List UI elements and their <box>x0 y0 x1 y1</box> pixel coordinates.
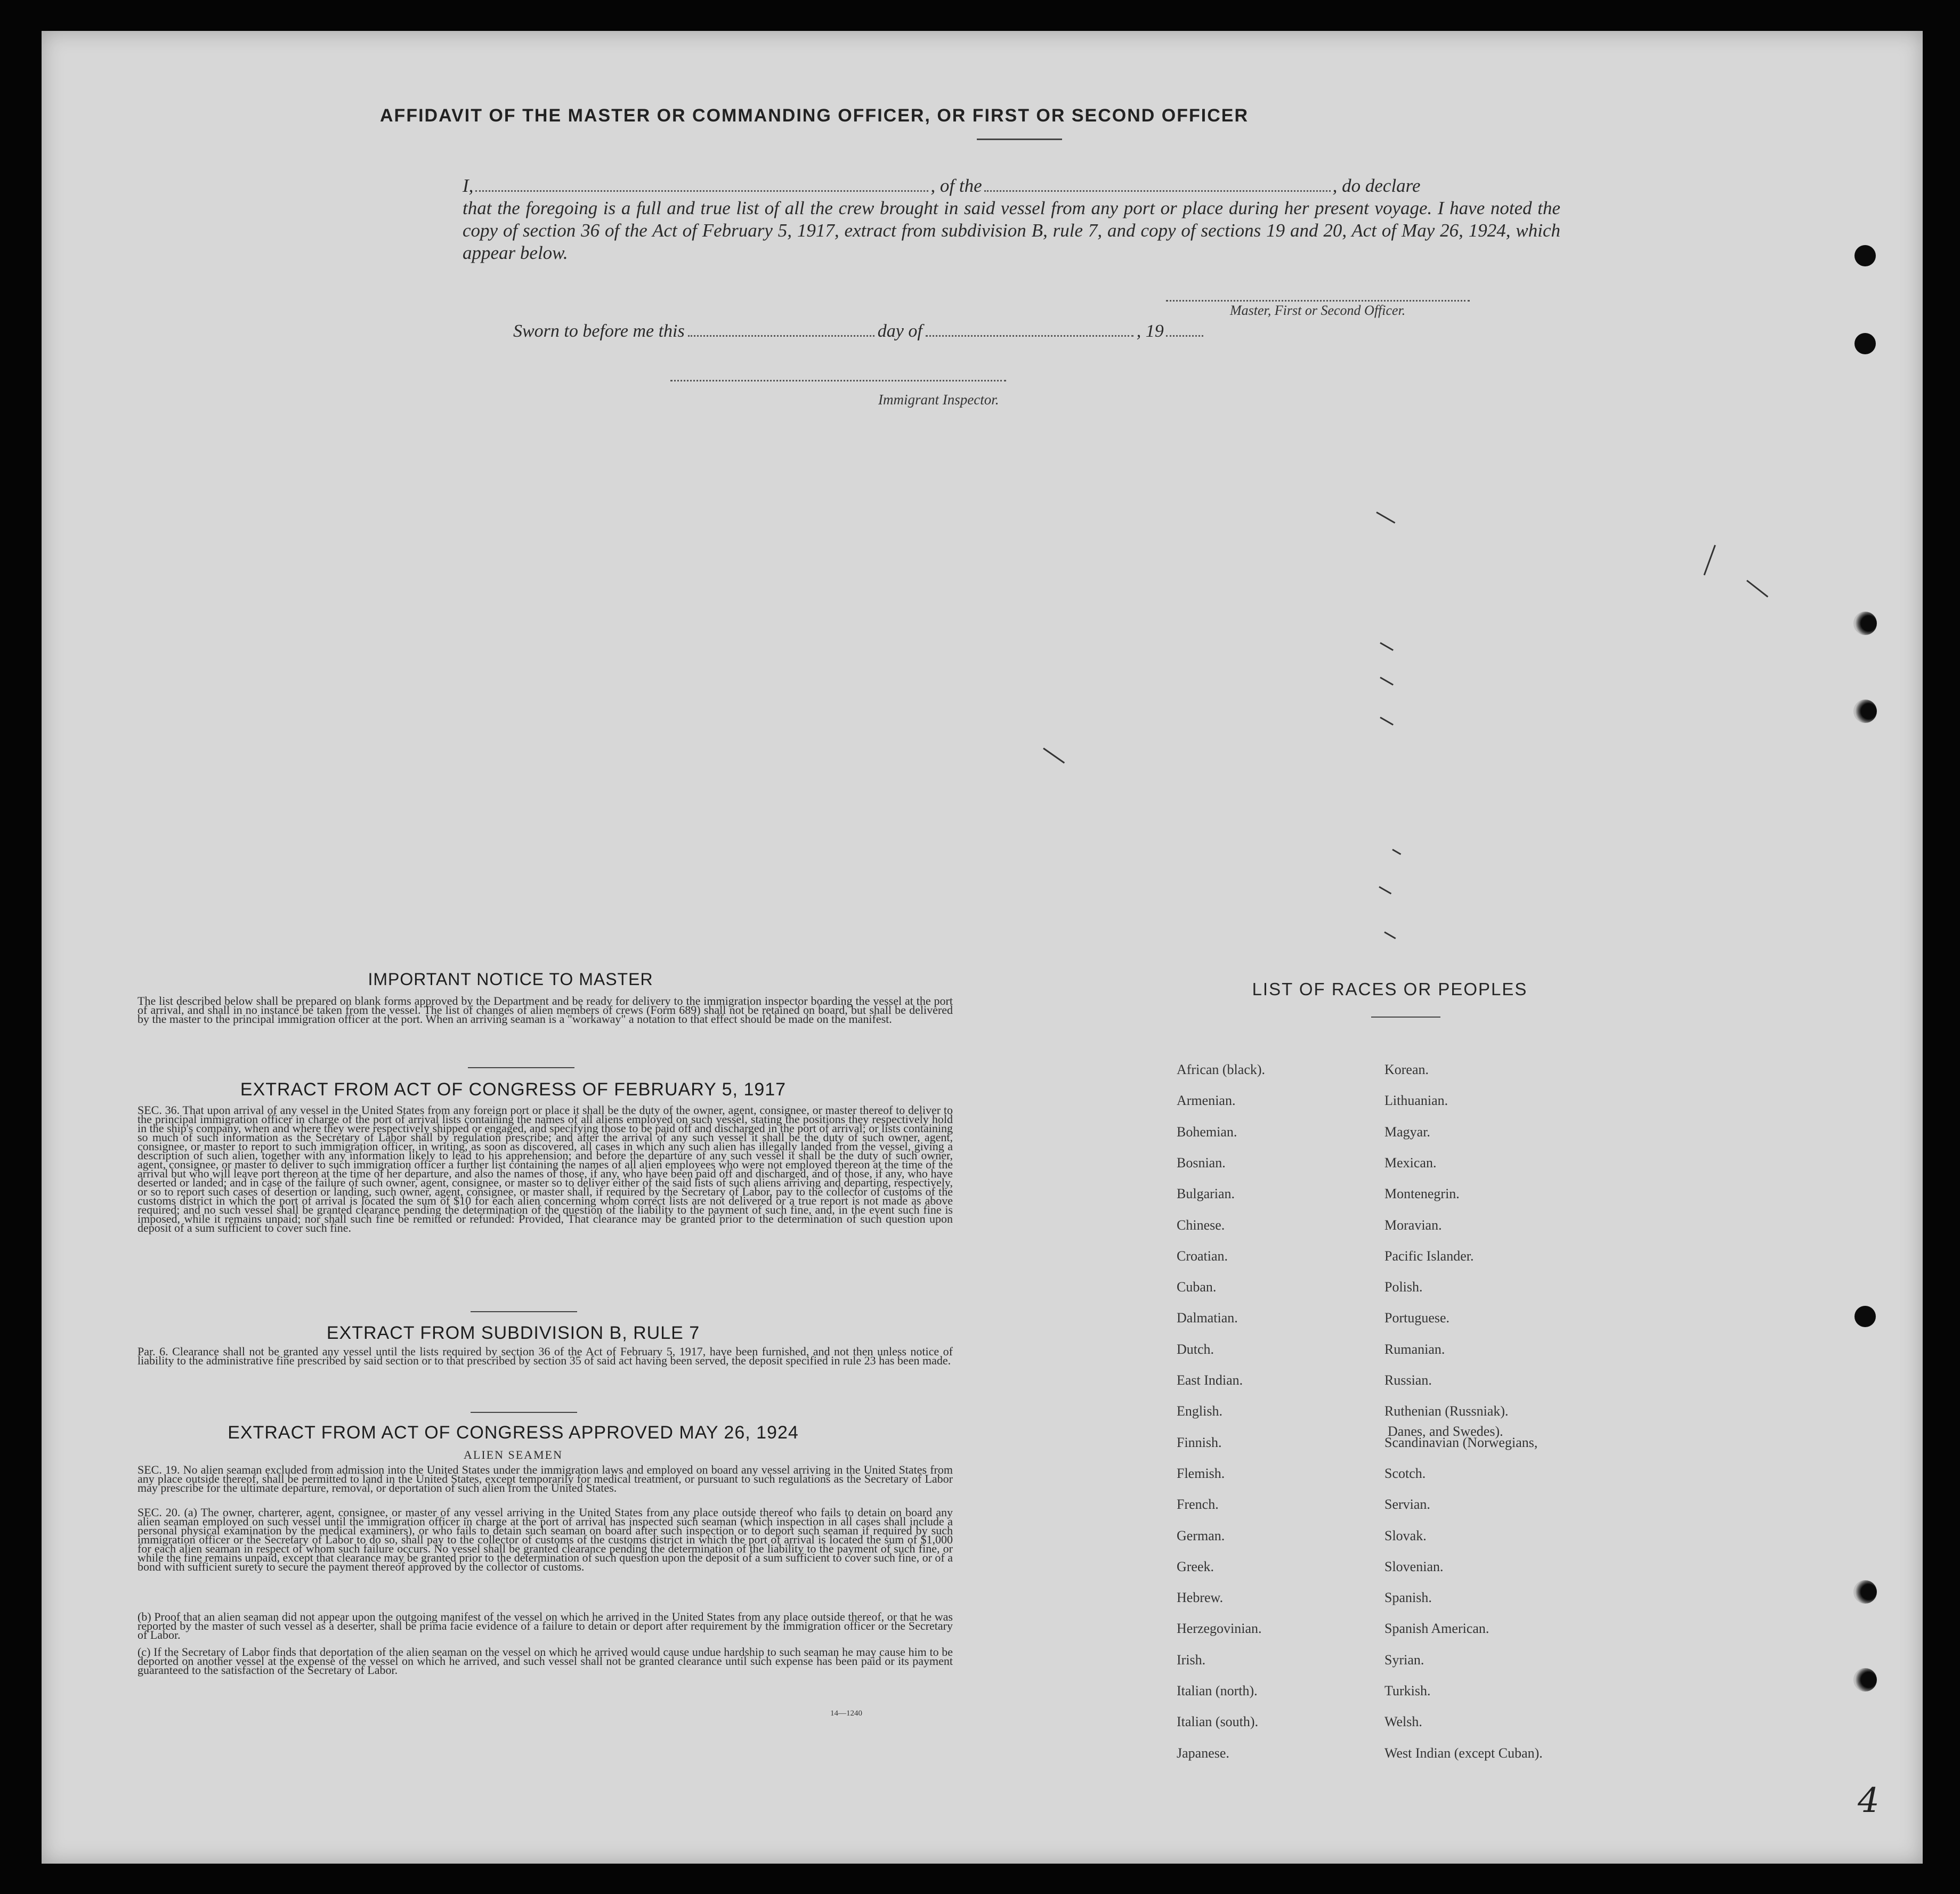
notice-divider <box>468 1067 574 1068</box>
inspector-caption: Immigrant Inspector. <box>878 392 999 408</box>
race-item: French. <box>1177 1497 1219 1512</box>
notice-text: The list described below shall be prepared on blank forms approved by the Department and be ready for delivery to the immigration inspector boarding the vessel at the port of arrival, and shall in no instance be taken from the vessel. The list of changes of alien members of crews (Form 689) shall not be retained on board, but shall be delivered by the master to the principal immigration officer at the port. When an arriving seaman is a "workaway" a notation to that effect should be made on the manifest. <box>137 994 953 1026</box>
inspector-signature-line[interactable] <box>670 380 1006 381</box>
race-item: Irish. <box>1177 1652 1206 1668</box>
extract-rule7-text: Par. 6. Clearance shall not be granted any vessel until the lists required by section 36 of the Act of February 5, 1917, have been furnished, and not then unless notice of liability to the administrative fine prescribed by said section or to that prescribed by section 35 of said act having been served, the deposit specified in rule 23 has been made. <box>137 1345 953 1367</box>
race-item: Dalmatian. <box>1177 1310 1238 1326</box>
sworn-day-of: day of <box>877 321 922 341</box>
scan-mark <box>1704 545 1716 575</box>
race-item: Bosnian. <box>1177 1155 1226 1170</box>
race-item: Italian (north). <box>1177 1683 1258 1698</box>
race-item: Ruthenian (Russniak). <box>1384 1403 1509 1419</box>
race-item: Finnish. <box>1177 1435 1222 1450</box>
punch-hole <box>1854 333 1876 354</box>
race-item: Pacific Islander. <box>1384 1248 1474 1264</box>
race-item: Italian (south). <box>1177 1714 1259 1729</box>
scan-mark <box>1379 886 1391 895</box>
extract-rule7-divider <box>471 1412 577 1413</box>
scan-mark <box>1376 511 1395 524</box>
race-item: Mexican. <box>1384 1155 1437 1170</box>
punch-hole-partial <box>1853 700 1877 723</box>
declarant-i: I, <box>463 175 474 196</box>
race-item: Greek. <box>1177 1559 1214 1574</box>
sworn-month-field[interactable] <box>926 335 1133 337</box>
sworn-line <box>513 321 1286 342</box>
race-item: Portuguese. <box>1384 1310 1450 1326</box>
declarant-name-field[interactable] <box>475 190 928 192</box>
punch-hole-partial <box>1853 1668 1877 1692</box>
race-item: Servian. <box>1384 1497 1430 1512</box>
form-number: 14—1240 <box>830 1709 862 1718</box>
declaration-text <box>463 175 1560 264</box>
sec20c-text: (c) If the Secretary of Labor finds that deportation of the alien seaman on the vessel on which he arrived would cause undue hardship to such seaman he may cause him to be deported on another vessel at the expense of the vessel on which he arrived, and such vessel shall not be granted clearance until such expense has been paid or its payment guaranteed to the satisfaction of the Secretary of Labor. <box>137 1645 953 1677</box>
race-item: Scandinavian (Norwegians, <box>1384 1435 1538 1450</box>
margin-page-number: 4 <box>1858 1781 1880 1820</box>
race-item: Croatian. <box>1177 1248 1228 1264</box>
punch-hole-partial <box>1853 612 1877 635</box>
extract-rule7-title: EXTRACT FROM SUBDIVISION B, RULE 7 <box>326 1323 700 1343</box>
sworn-day-field[interactable] <box>688 335 874 337</box>
of-the-text: , of the <box>930 175 982 196</box>
title-underline <box>977 139 1062 140</box>
race-item: Slovenian. <box>1384 1559 1444 1574</box>
scan-mark <box>1380 717 1394 726</box>
extract-1917-divider <box>471 1311 577 1312</box>
race-item: Polish. <box>1384 1279 1423 1295</box>
punch-hole-partial <box>1853 1580 1877 1604</box>
master-caption: Master, First or Second Officer. <box>1230 303 1406 318</box>
notice-title: IMPORTANT NOTICE TO MASTER <box>368 970 653 989</box>
race-item: Flemish. <box>1177 1466 1225 1481</box>
race-item: Lithuanian. <box>1384 1093 1448 1108</box>
race-item: African (black). <box>1177 1062 1266 1077</box>
extract-1924-title: EXTRACT FROM ACT OF CONGRESS APPROVED MAY 26, 1924 <box>228 1422 799 1443</box>
race-item: Korean. <box>1384 1062 1429 1077</box>
race-item: Japanese. <box>1177 1745 1229 1761</box>
race-item: Herzegovinian. <box>1177 1621 1262 1636</box>
races-title: LIST OF RACES OR PEOPLES <box>1252 979 1528 999</box>
sworn-year-field[interactable] <box>1166 335 1203 337</box>
race-item: Magyar. <box>1384 1124 1430 1140</box>
scan-mark <box>1392 849 1401 855</box>
declaration-body: that the foregoing is a full and true list of all the crew brought in said vessel from any port or place during her present voyage. I have noted the copy of section 36 of the Act of February 5, 1917, extract from subdivision B, rule 7, and copy of sections 19 and 20, Act of May 26, 1924, which appear below. <box>463 198 1560 263</box>
extract-1917-title: EXTRACT FROM ACT OF CONGRESS OF FEBRUARY 5, 1917 <box>240 1079 787 1100</box>
affidavit-title: AFFIDAVIT OF THE MASTER OR COMMANDING OFFICER, OR FIRST OR SECOND OFFICER <box>380 105 1249 126</box>
race-item: Bulgarian. <box>1177 1186 1235 1201</box>
race-item: Armenian. <box>1177 1093 1236 1108</box>
sworn-year: , 19 <box>1136 321 1164 341</box>
race-item: West Indian (except Cuban). <box>1384 1745 1543 1761</box>
race-item: English. <box>1177 1403 1222 1419</box>
punch-hole <box>1854 245 1876 266</box>
race-item: German. <box>1177 1528 1225 1543</box>
sworn-prefix: Sworn to before me this <box>513 321 685 341</box>
alien-seamen-subtitle: ALIEN SEAMEN <box>464 1448 563 1461</box>
race-item: Russian. <box>1384 1372 1432 1388</box>
scan-mark <box>1043 747 1065 763</box>
race-item: Dutch. <box>1177 1342 1214 1357</box>
race-item: Rumanian. <box>1384 1342 1445 1357</box>
race-item: Bohemian. <box>1177 1124 1237 1140</box>
master-signature-line[interactable] <box>1166 300 1470 302</box>
race-item: Syrian. <box>1384 1652 1424 1668</box>
scan-mark <box>1380 642 1394 651</box>
race-item: Welsh. <box>1384 1714 1422 1729</box>
do-declare-text: , do declare <box>1332 175 1421 196</box>
race-item: Hebrew. <box>1177 1590 1224 1605</box>
sec20a-text: SEC. 20. (a) The owner, charterer, agent, consignee, or master of any vessel arriving in the United States from any place outside thereof who fails to detain on board any alien seaman employed on such vessel until the immigration officer in charge at the port of arrival has inspected such seaman (which inspection in all cases shall include a personal physical examination by the medical examiners), or who fails to detain such seaman on board after such inspection or to deport such seaman if required by such immigration officer or the Secretary of Labor to do so, shall pay to the collector of customs of the customs district in which the port of arrival is located the sum of $1,000 for each alien seaman in respect of whom such failure occurs. No vessel shall be granted clearance pending the determination of the liability to the payment of such fine, or while the fine remains unpaid, except that clearance may be granted prior to the determination of such question upon the deposit of a sum sufficient to cover such fine, or of a bond with sufficient surety to secure the payment thereof approved by the collector of customs. <box>137 1506 953 1573</box>
races-divider <box>1371 1017 1440 1018</box>
extract-1917-text: SEC. 36. That upon arrival of any vessel in the United States from any foreign port or place it shall be the duty of the owner, agent, consignee, or master thereof to deliver to the principal immigration officer in charge of the port of arrival lists containing the names of all aliens employed on such vessel, stating the positions they respectively hold in the ship's company, when and where they were respectively shipped or engaged, and specifying those to be paid off and discharged in the port of arrival; or lists containing so much of such information as the Secretary of Labor shall by regulation prescribe; and after the arrival of any such vessel it shall be the duty of such owner, agent, consignee, or master to report to such immigration officer, in writing, as soon as discovered, all cases in which any such alien has illegally landed from the vessel, giving a description of such alien, together with any information likely to lead to his apprehension; and before the departure of any such vessel it shall be the duty of such owner, agent, consignee, or master to deliver to such immigration officer a further list containing the names of all alien employees who were not employed thereon at the time of the arrival but who will leave port thereon at the time of her departure, and also the names of those, if any, who have been paid off and discharged, and of those, if any, who have deserted or landed; and in case of the failure of such owner, agent, consignee, or master so to deliver either of the said lists of such aliens arriving and departing, respectively, or so to report such cases of desertion or landing, such owner, agent, consignee, or master shall, if required by the Secretary of Labor, pay to the collector of customs of the customs district in which the port of arrival is located the sum of $10 for each alien concerning whom correct lists are not delivered or a true report is not made as above required; and no such vessel shall be granted clearance pending the determination of the question of the liability to the payment of such fine, and, in the event such fine is imposed, while it remains unpaid; nor shall such fine be remitted or refunded: Provided, That clearance may be granted prior to the determination of such question upon deposit of a sum sufficient to cover such fine. <box>137 1103 953 1234</box>
sec19-text: SEC. 19. No alien seaman excluded from admission into the United States under the immigration laws and employed on board any vessel arriving in the United States from any place outside thereof, shall be permitted to land in the United States, except temporarily for medical treatment, or pursuant to such regulations as the Secretary of Labor may prescribe for the ultimate departure, removal, or deportation of such alien from the United States. <box>137 1463 953 1494</box>
race-item: Slovak. <box>1384 1528 1427 1543</box>
race-item: Cuban. <box>1177 1279 1217 1295</box>
race-item: Turkish. <box>1384 1683 1431 1698</box>
scan-mark <box>1384 931 1396 939</box>
scan-mark <box>1380 677 1394 686</box>
scan-mark <box>1746 580 1768 597</box>
race-item: Montenegrin. <box>1384 1186 1460 1201</box>
sec20b-text: (b) Proof that an alien seaman did not appear upon the outgoing manifest of the vessel on which he arrived in the United States from any place outside thereof, or that he was reported by the master of such vessel as a deserter, shall be prima facie evidence of a failure to detain or deport after requirement by the immigration officer or the Secretary of Labor. <box>137 1610 953 1641</box>
vessel-name-field[interactable] <box>984 190 1331 192</box>
race-item: Spanish. <box>1384 1590 1432 1605</box>
race-item: Scotch. <box>1384 1466 1426 1481</box>
race-item: Moravian. <box>1384 1217 1442 1233</box>
race-item: East Indian. <box>1177 1372 1243 1388</box>
race-item: Chinese. <box>1177 1217 1225 1233</box>
document-page <box>42 31 1923 1864</box>
race-item: Spanish American. <box>1384 1621 1489 1636</box>
race-item-scandinavian-cont: Danes, and Swedes). <box>1388 1424 1503 1439</box>
punch-hole <box>1854 1306 1876 1327</box>
